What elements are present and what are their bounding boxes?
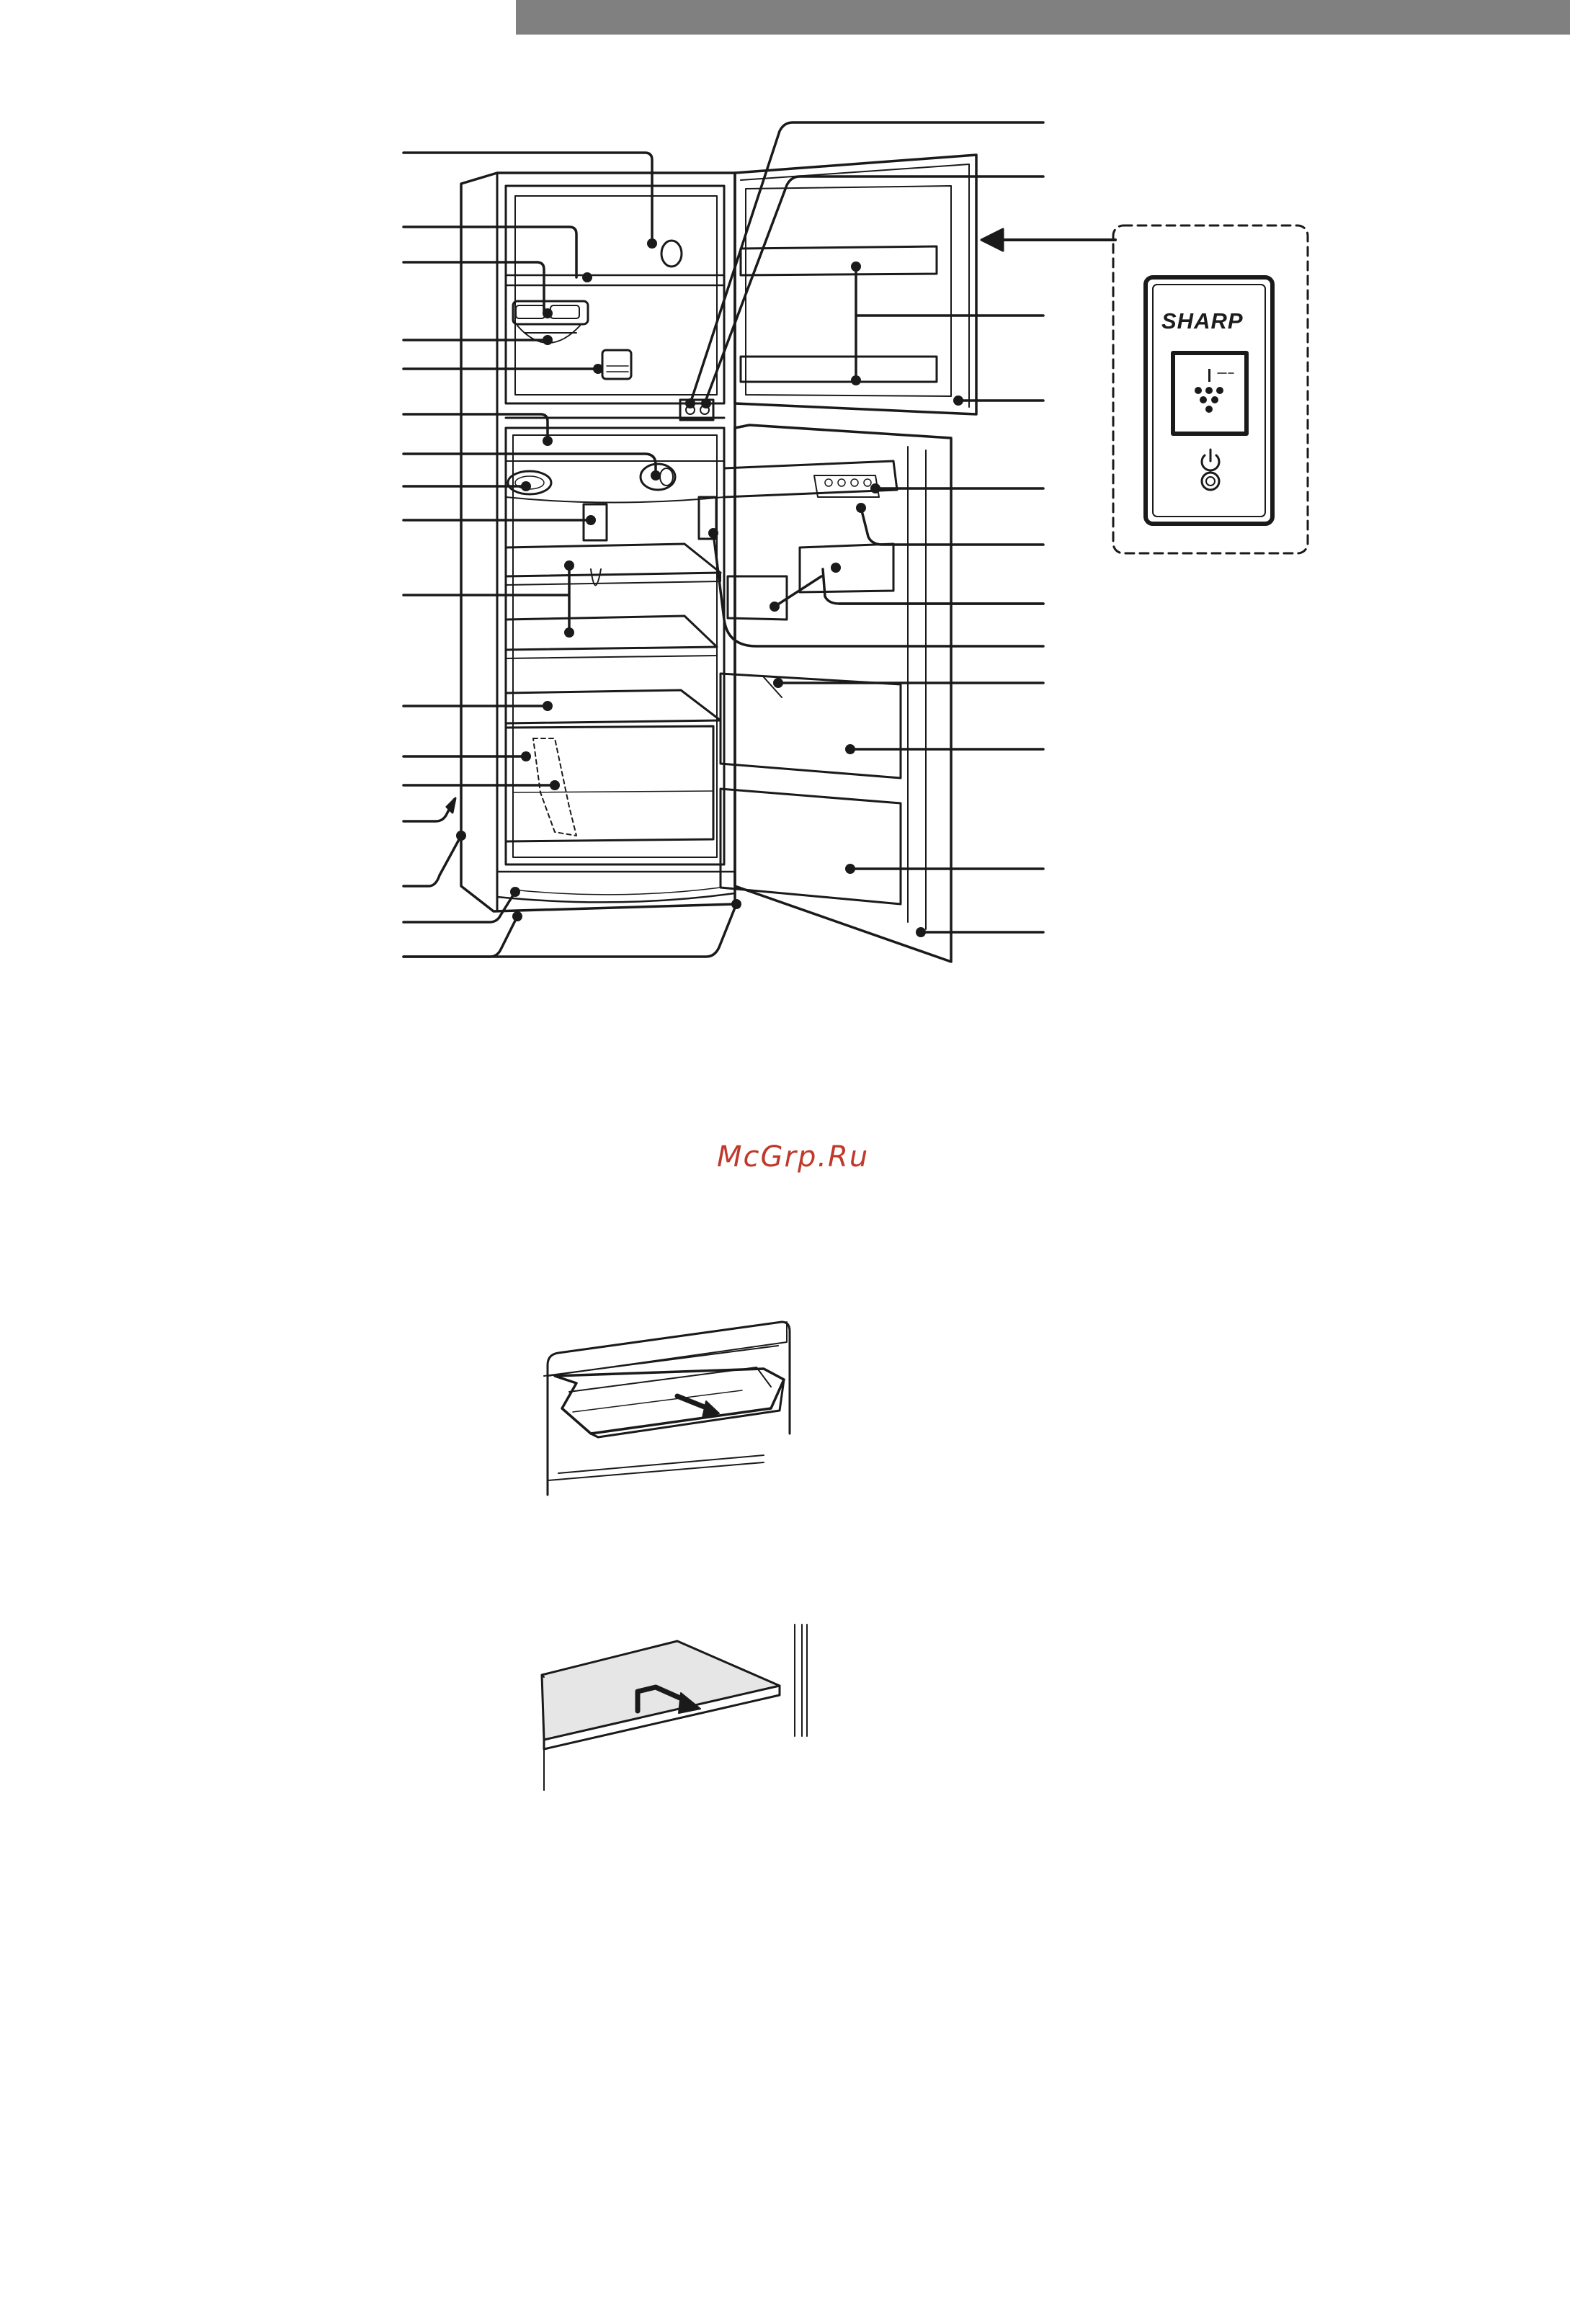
ice-box	[602, 350, 631, 379]
bottle-pocket	[721, 674, 901, 778]
power-button	[1202, 473, 1219, 490]
panel-pointer-arrow	[981, 229, 1115, 251]
figure-glass-shelf	[542, 1624, 807, 1790]
refrigerator-door	[699, 425, 951, 962]
deodorizer	[508, 471, 551, 494]
crisper	[506, 726, 713, 841]
freezer-door-pocket	[741, 357, 937, 382]
freezer-lamp	[661, 241, 682, 267]
glass-shelf	[506, 544, 721, 576]
left-callouts	[403, 153, 736, 957]
egg-pocket	[724, 461, 897, 497]
glass-shelf	[506, 616, 717, 650]
freezer-door-pocket	[741, 246, 937, 275]
door-pocket-small	[728, 576, 787, 620]
bottle-pocket	[721, 789, 901, 904]
watermark: McGrp.Ru	[717, 1140, 870, 1174]
brand-logo: SHARP	[1161, 308, 1244, 334]
refrigerator-body	[461, 173, 735, 911]
pull-arrow	[677, 1396, 719, 1418]
control-panel-inset	[1113, 225, 1308, 553]
door-pocket-small	[800, 544, 893, 592]
ion-icon	[1195, 369, 1223, 413]
power-icon	[1202, 450, 1219, 470]
figure-shelf-removal	[544, 1322, 790, 1495]
